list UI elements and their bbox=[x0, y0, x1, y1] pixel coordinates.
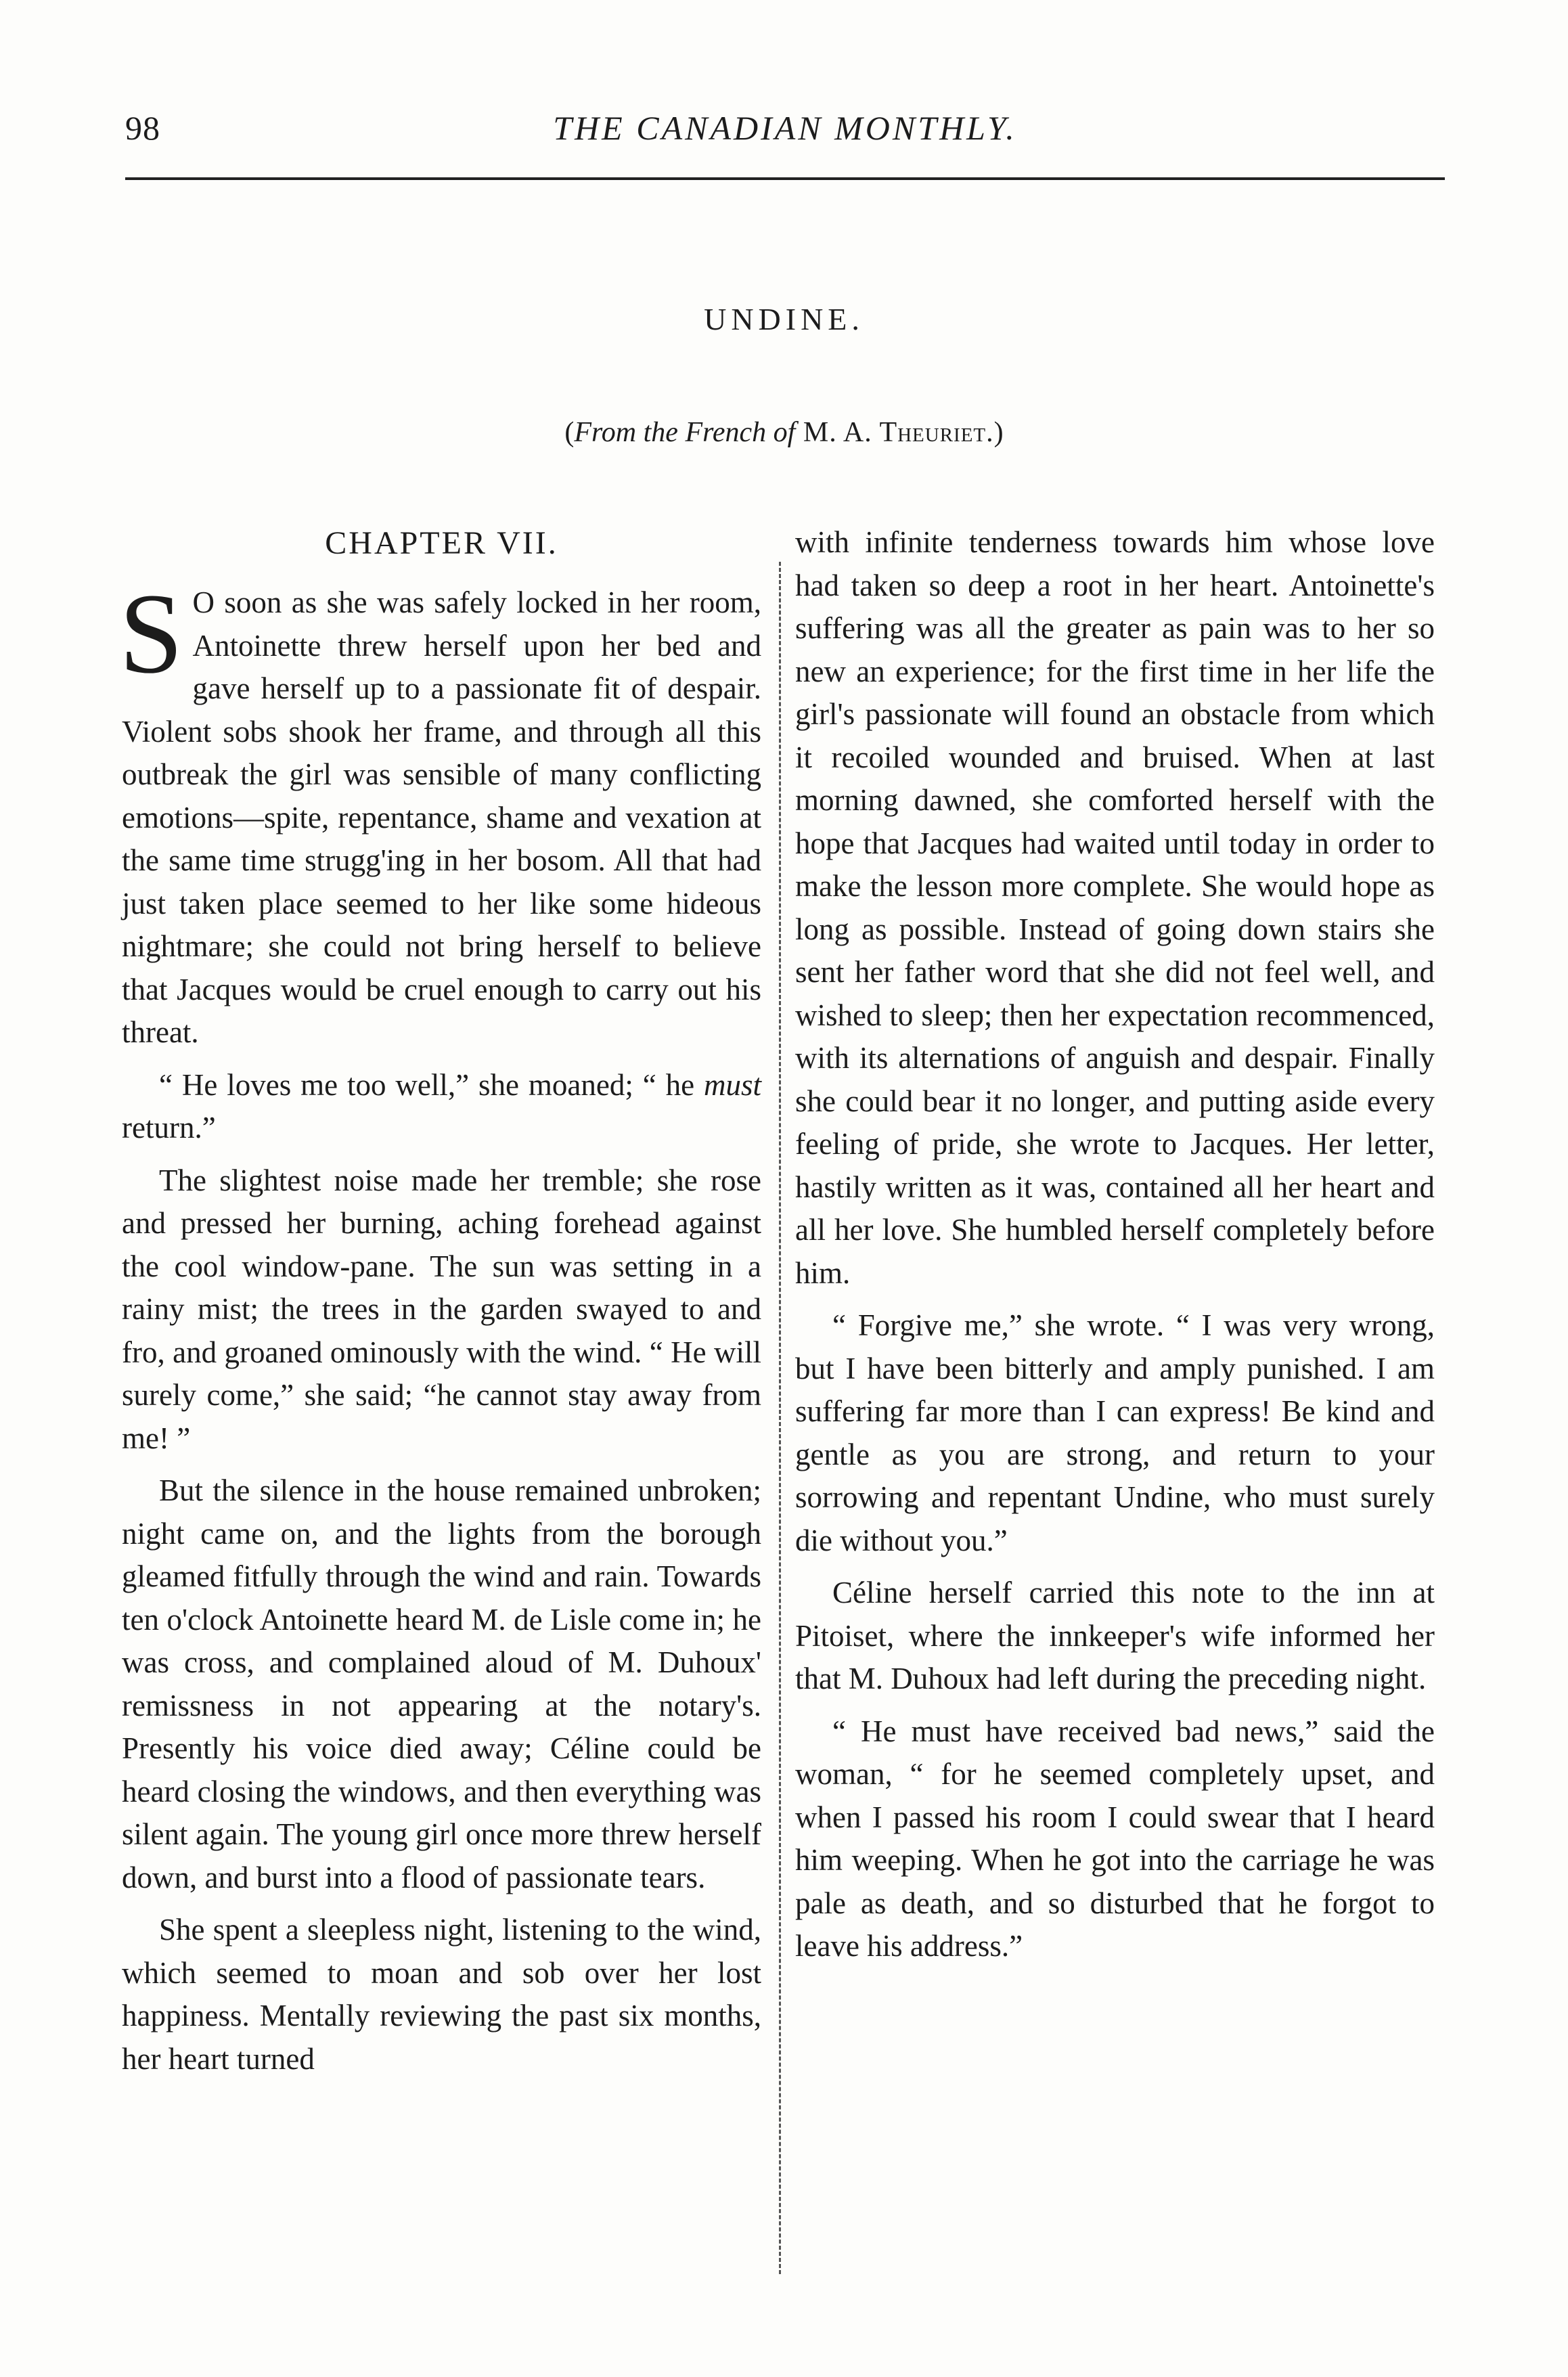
journal-title: THE CANADIAN MONTHLY. bbox=[553, 109, 1017, 147]
story-attribution bbox=[0, 416, 1568, 449]
attribution-author: M. A. Theuriet. bbox=[795, 417, 994, 448]
attribution-close-paren: ) bbox=[993, 417, 1004, 448]
column-divider bbox=[779, 562, 781, 2274]
paragraph: “ He must have received bad news,” said the woman, “ for he seemed completely upset, and when I passed his room I could swear that I heard him weeping. When he got into the carriage he was pale as death, and so disturbed that he forgot to leave his address.” bbox=[795, 1714, 1435, 1963]
header-rule bbox=[125, 177, 1445, 180]
paragraph: The slightest noise made her tremble; she rose and pressed her burning, aching forehead against the cool window-pane. The sun was setting in a rainy mist; the trees in the garden swayed to and fro, and groaned ominously with the wind. “ He will surely come,” she said; “he cannot stay away from me! ” bbox=[122, 1163, 761, 1455]
paragraph-text: O soon as she was safely locked in her room, Antoinette threw herself upon her bed and gave herself up to a passionate fit of despair. Violent sobs shook her frame, and through all this outbreak the girl was sensible of many conflicting emotions—spite, repentance, shame and vexation at the same time strugg'ing in her bosom. All that had just taken place seemed to her like some hideous nightmare; she could not bring herself to believe that Jacques would be cruel enough to carry out his threat. bbox=[122, 585, 761, 1049]
paragraph: But the silence in the house remained unbroken; night came on, and the lights from the borough gleamed fitfully through the wind and rain. Towards ten o'clock Antoinette heard M. de Lisle come in; he was cross, and complained aloud of M. Duhoux' remissness in not appearing at the notary's. Presently his voice died away; Céline could be heard closing the windows, and then everything was silent again. The young girl once more threw herself down, and burst into a flood of passionate tears. bbox=[122, 1473, 761, 1894]
drop-cap: S bbox=[119, 570, 183, 697]
emphasis-text: must bbox=[703, 1067, 761, 1102]
attribution-source: From the French of bbox=[574, 417, 796, 448]
right-column bbox=[795, 521, 1435, 1978]
paragraph-text: “ He loves me too well,” she moaned; “ he bbox=[159, 1067, 704, 1102]
paragraph bbox=[119, 570, 761, 1054]
story-title: UNDINE. bbox=[704, 302, 864, 336]
paragraph-text: return.” bbox=[122, 1111, 216, 1145]
left-column bbox=[119, 521, 761, 2090]
page-number: 98 bbox=[125, 109, 160, 147]
paragraph: “ Forgive me,” she wrote. “ I was very wrong, but I have been bitterly and amply punished. I am suffering far more than I can express! Be kind and gentle as you are strong, and return to your sorrowing and repentant Undine, who must surely die without you.” bbox=[795, 1308, 1435, 1557]
chapter-heading: CHAPTER VII. bbox=[325, 525, 558, 561]
attribution-open-paren: ( bbox=[564, 417, 575, 448]
running-head bbox=[125, 108, 1445, 162]
paragraph: Céline herself carried this note to the inn at Pitoiset, where the innkeeper's wife informed her that M. Duhoux had left during the preceding night. bbox=[795, 1576, 1435, 1695]
paragraph: She spent a sleepless night, listening to the wind, which seemed to moan and sob over her lost happiness. Mentally reviewing the past six months, her heart turned bbox=[122, 1913, 761, 2076]
paragraph: with infinite tenderness towards him whose love had taken so deep a root in her heart. Antoinette's suffering was all the greater as pain was to her so new an experience; for the first time in her life the girl's passionate will found an obstacle from which it recoiled wounded and bruised. When at last morning dawned, she comforted herself with the hope that Jacques had waited until today in order to make the lesson more complete. She would hope as long as possible. Instead of going down stairs she sent her father word that she did not feel well, and wished to sleep; then her expectation recommenced, with its alternations of anguish and despair. Finally she could bear it no longer, and putting aside every feeling of pride, she wrote to Jacques. Her letter, hastily written as it was, contained all her heart and all her love. She humbled herself completely before him. bbox=[795, 525, 1435, 1290]
paragraph bbox=[122, 1064, 761, 1150]
